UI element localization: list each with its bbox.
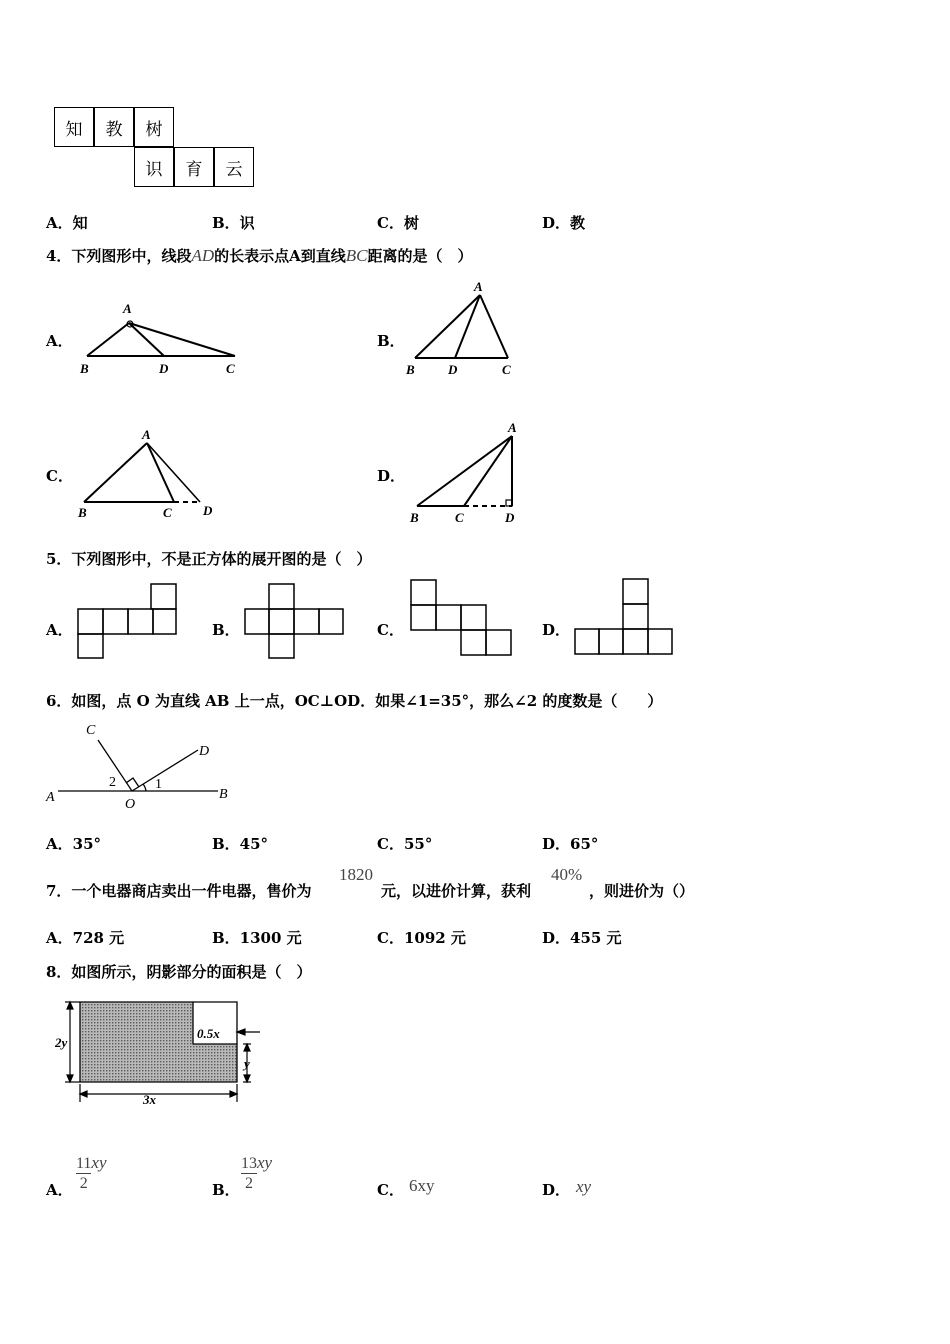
q7-text-pre: 7．一个电器商店卖出一件电器，售价为 bbox=[46, 882, 312, 900]
label-2y: 2y bbox=[55, 1035, 68, 1050]
q4-question bbox=[46, 245, 473, 266]
variable: xy bbox=[91, 1153, 107, 1172]
q8-option-b-value bbox=[241, 1153, 272, 1193]
q5-option-b[interactable]: B． bbox=[212, 621, 240, 639]
label-b: B bbox=[219, 787, 228, 802]
q4-segment-ad: AD bbox=[191, 246, 215, 265]
q8-option-a-value bbox=[76, 1153, 107, 1193]
q8-option-d[interactable]: D． bbox=[542, 1181, 571, 1199]
q6-option-a[interactable]: A．35° bbox=[46, 835, 102, 853]
q8-option-b[interactable]: B． bbox=[212, 1181, 240, 1199]
label-half-x: 0.5x bbox=[197, 1026, 220, 1041]
q7-option-d[interactable]: D．455 元 bbox=[542, 929, 622, 947]
q3-option-a[interactable]: A．知 bbox=[46, 214, 88, 232]
q6-option-c[interactable]: C．55° bbox=[377, 835, 433, 853]
q5-option-d[interactable]: D． bbox=[542, 621, 571, 639]
pt-c: C bbox=[502, 362, 511, 377]
q7-text-post: ，则进价为（） bbox=[589, 882, 695, 900]
denominator: 2 bbox=[79, 1175, 88, 1192]
label-3x: 3x bbox=[143, 1092, 156, 1107]
q6-option-b[interactable]: B．45° bbox=[212, 835, 269, 853]
pt-a: A bbox=[142, 427, 151, 442]
fraction bbox=[76, 1154, 91, 1193]
net-cell: 识 bbox=[134, 147, 174, 187]
numerator: 11 bbox=[76, 1155, 92, 1172]
pt-c: C bbox=[226, 361, 235, 376]
angle-2: 2 bbox=[109, 775, 116, 790]
net-cell: 树 bbox=[134, 107, 174, 147]
numerator: 13 bbox=[241, 1155, 257, 1172]
q7-profit: 40% bbox=[551, 865, 583, 884]
q6-option-d[interactable]: D．65° bbox=[542, 835, 599, 853]
pt-b: B bbox=[406, 362, 415, 377]
q4-segment-bc: BC bbox=[345, 246, 368, 265]
pt-c: C bbox=[455, 510, 464, 525]
pt-b: B bbox=[78, 505, 87, 520]
q5-question: 5．下列图形中，不是正方体的展开图的是（ ） bbox=[46, 550, 372, 568]
net-cell: 教 bbox=[94, 107, 134, 147]
q7-option-c[interactable]: C．1092 元 bbox=[377, 929, 466, 947]
label-d: D bbox=[199, 744, 210, 759]
pt-a: A bbox=[474, 279, 483, 294]
q5-net-c bbox=[409, 578, 513, 658]
pt-b: B bbox=[80, 361, 89, 376]
variable: xy bbox=[257, 1153, 273, 1172]
q5-option-c[interactable]: C． bbox=[377, 621, 404, 639]
q4-option-d[interactable]: D． bbox=[377, 467, 406, 485]
q7-option-b[interactable]: B．1300 元 bbox=[212, 929, 302, 947]
q4-text: 4．下列图形中，线段 bbox=[46, 247, 192, 265]
q4-figure-d bbox=[400, 418, 535, 528]
q5-net-b bbox=[243, 582, 345, 660]
q8-option-c-value: 6xy bbox=[409, 1176, 435, 1195]
net-cell: 云 bbox=[214, 147, 254, 187]
q5-net-d bbox=[573, 577, 675, 657]
pt-c: C bbox=[163, 505, 172, 520]
pt-d: D bbox=[159, 361, 169, 376]
q7-text-mid: 元，以进价计算，获利 bbox=[381, 882, 532, 900]
label-a: A bbox=[46, 790, 55, 805]
denominator: 2 bbox=[245, 1175, 253, 1192]
pt-a: A bbox=[508, 420, 517, 435]
q4-option-a[interactable]: A． bbox=[46, 332, 73, 350]
q6-figure bbox=[40, 712, 240, 812]
net-cell: 育 bbox=[174, 147, 214, 187]
pt-d: D bbox=[505, 510, 515, 525]
q8-option-a[interactable]: A． bbox=[46, 1181, 73, 1199]
q3-option-b[interactable]: B．识 bbox=[212, 214, 255, 232]
net-cell: 知 bbox=[54, 107, 94, 147]
q4-option-c[interactable]: C． bbox=[46, 467, 73, 485]
q7-price: 1820 bbox=[339, 865, 373, 884]
q7-option-a[interactable]: A．728 元 bbox=[46, 929, 125, 947]
label-c: C bbox=[86, 723, 96, 738]
q4-figure-b bbox=[400, 278, 530, 383]
pt-d: D bbox=[448, 362, 458, 377]
pt-d: D bbox=[203, 503, 213, 518]
q8-question: 8．如图所示，阴影部分的面积是（ ） bbox=[46, 963, 312, 981]
q8-figure bbox=[55, 992, 275, 1112]
q4-figure-a bbox=[70, 295, 250, 385]
q5-net-a bbox=[76, 582, 180, 660]
angle-1: 1 bbox=[155, 777, 162, 792]
pt-b: B bbox=[410, 510, 419, 525]
q8-option-d-value: xy bbox=[576, 1177, 592, 1196]
q3-option-c[interactable]: C．树 bbox=[377, 214, 419, 232]
q5-option-a[interactable]: A． bbox=[46, 621, 73, 639]
fraction bbox=[241, 1154, 257, 1193]
pt-a: A bbox=[123, 301, 132, 316]
q4-option-b[interactable]: B． bbox=[377, 332, 405, 350]
q8-option-c[interactable]: C． bbox=[377, 1181, 404, 1199]
q6-question: 6．如图，点 O 为直线 AB 上一点，OC⊥OD．如果∠1=35°，那么∠2 的度数是（ ） bbox=[46, 692, 663, 710]
q3-option-d[interactable]: D．教 bbox=[542, 214, 586, 232]
q4-figure-c bbox=[70, 425, 230, 520]
q4-text: 的长表示点A到直线 bbox=[214, 247, 346, 265]
q4-text: 距离的是（ ） bbox=[367, 247, 473, 265]
label-y: y bbox=[244, 1056, 250, 1071]
label-o: O bbox=[125, 797, 136, 812]
